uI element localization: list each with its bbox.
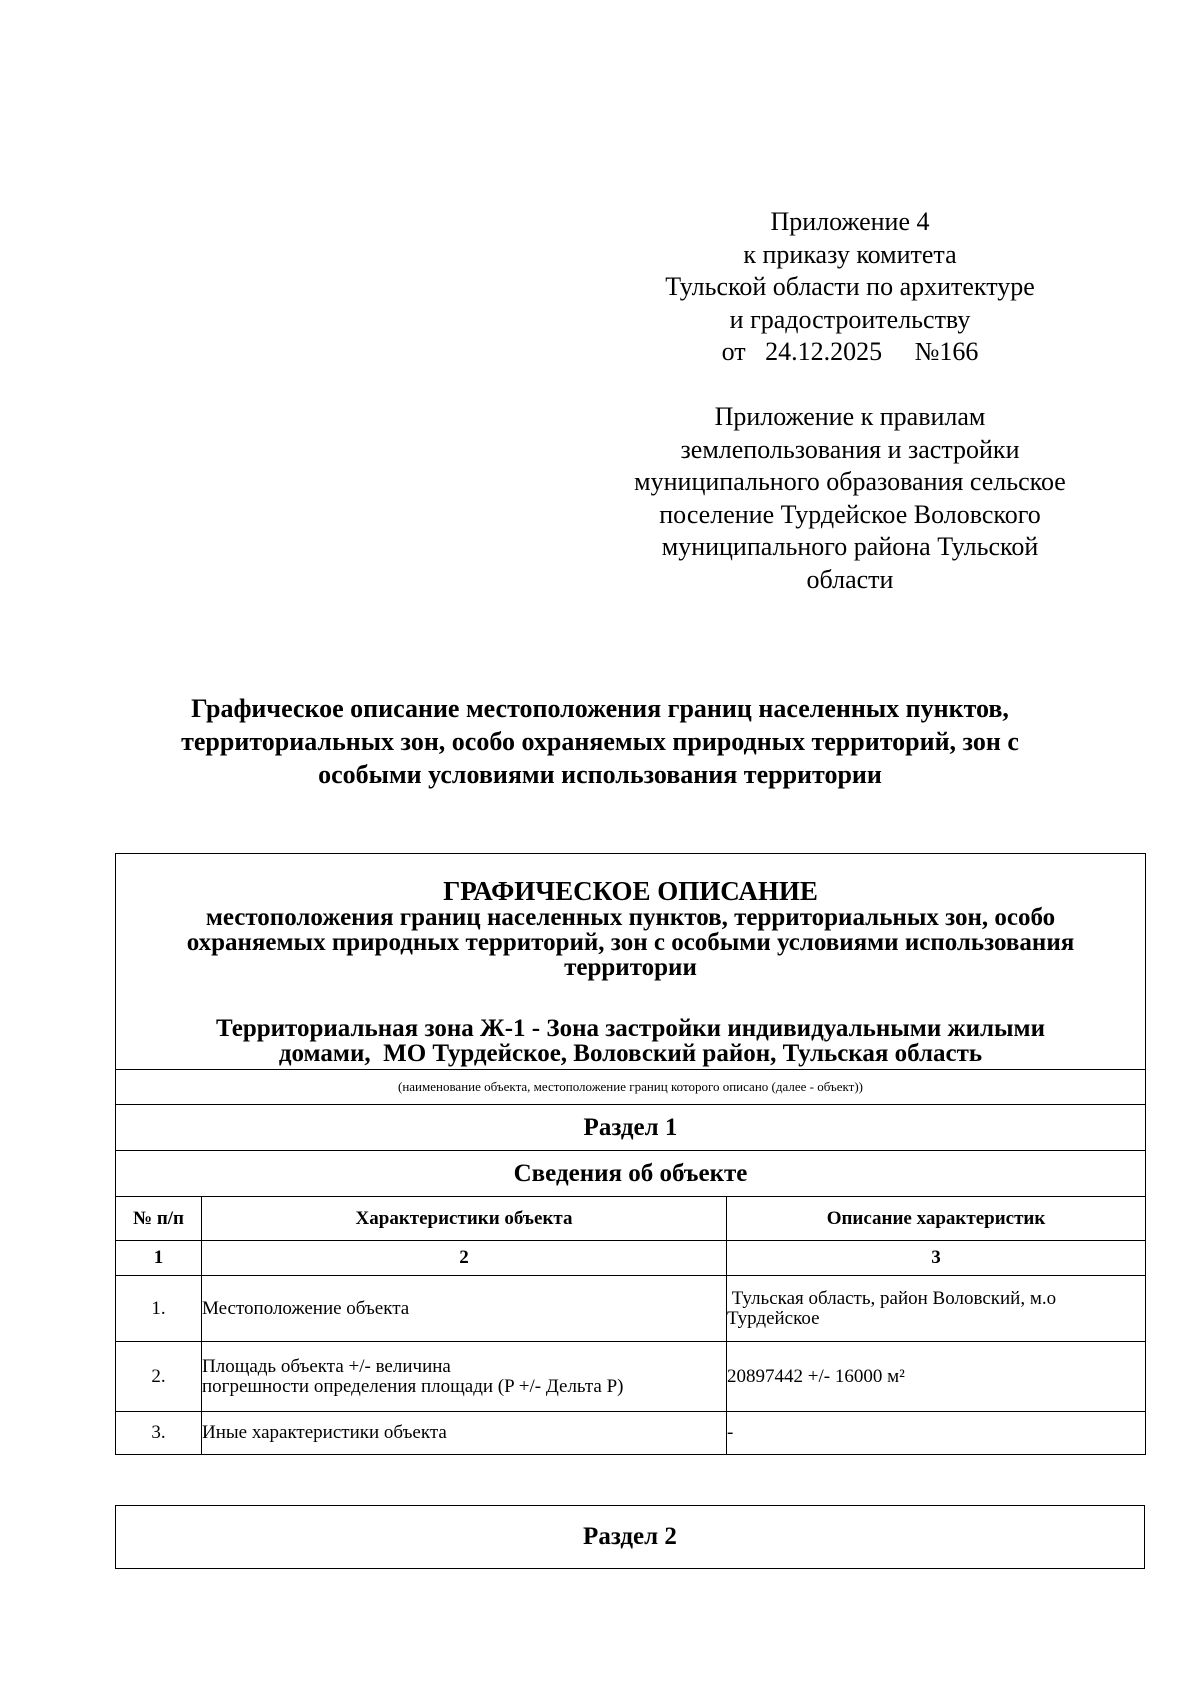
annex-committee-cont: и градостроительству <box>729 304 971 334</box>
row-description <box>727 1412 1146 1455</box>
annex-date: 24.12.2025 <box>765 337 883 366</box>
table-row <box>116 1412 1146 1455</box>
row-description-line: 20897442 +/- 16000 м² <box>727 1365 905 1387</box>
table-row <box>116 1342 1146 1412</box>
table-header-sub-line: местоположения границ населенных пунктов, территориальных зон, особо <box>205 904 1056 931</box>
rules-annex-line: Приложение к правилам <box>714 402 986 431</box>
zone-name-line: домами, МО Турдейское, Воловский район, Тульская область <box>278 1040 983 1067</box>
table-header-cell <box>116 854 1146 1070</box>
table-header-sub-line: охраняемых природных территорий, зон с особыми условиями использования <box>186 929 1075 956</box>
object-info-table <box>115 853 1146 1455</box>
rules-annex-header <box>600 401 1100 596</box>
column-number-1: 1 <box>116 1241 202 1276</box>
column-header-characteristics: Характеристики объекта <box>202 1197 727 1241</box>
row-number: 1. <box>116 1276 202 1342</box>
table-header-title: ГРАФИЧЕСКОЕ ОПИСАНИЕ <box>443 876 818 906</box>
document-title-line: особыми условиями использования территории <box>318 760 882 789</box>
rules-annex-line: муниципального образования сельское <box>634 467 1066 496</box>
row-description <box>727 1276 1146 1342</box>
section1-subtitle: Сведения об объекте <box>116 1151 1146 1197</box>
annex-number: №166 <box>914 337 979 366</box>
row-characteristic-line: погрешности определения площади (P +/- Дельта P) <box>202 1375 624 1397</box>
annex-committee: Тульской области по архитектуре <box>665 272 1035 301</box>
rules-annex-line: области <box>806 564 894 594</box>
column-number-3: 3 <box>727 1241 1146 1276</box>
annex-date-line <box>600 336 1100 369</box>
section2-title: Раздел 2 <box>115 1505 1145 1569</box>
rules-annex-line: землепользования и застройки <box>680 434 1020 464</box>
rules-annex-line: поселение Турдейское Воловского <box>659 499 1041 529</box>
row-description <box>727 1342 1146 1412</box>
row-characteristic-line: Местоположение объекта <box>202 1297 410 1319</box>
row-characteristic-line: Иные характеристики объекта <box>202 1422 447 1443</box>
row-number: 3. <box>116 1412 202 1455</box>
row-characteristic <box>202 1276 727 1342</box>
rules-annex-line: муниципального района Тульской <box>661 532 1039 561</box>
document-title <box>100 692 1100 791</box>
column-number-2: 2 <box>202 1241 727 1276</box>
table-row <box>116 1276 1146 1342</box>
annex-date-prefix: от <box>721 337 746 366</box>
row-characteristic-line: Площадь объекта +/- величина <box>202 1355 451 1377</box>
annex-header <box>600 206 1100 369</box>
row-description-line: Турдейское <box>727 1307 820 1329</box>
document-title-line: территориальных зон, особо охраняемых природных территорий, зон с <box>181 727 1019 756</box>
row-characteristic <box>202 1342 727 1412</box>
annex-to-order: к приказу комитета <box>743 239 957 269</box>
row-characteristic <box>202 1412 727 1455</box>
section1-title: Раздел 1 <box>116 1105 1146 1151</box>
row-description-line: - <box>727 1422 734 1443</box>
document-title-line: Графическое описание местоположения границ населенных пунктов, <box>191 694 1009 723</box>
row-description-line: Тульская область, район Воловский, м.о <box>727 1287 1057 1309</box>
table-header-sub-line: территории <box>564 954 697 981</box>
row-number: 2. <box>116 1342 202 1412</box>
column-header-description: Описание характеристик <box>727 1197 1146 1241</box>
annex-title: Приложение 4 <box>770 207 930 236</box>
zone-name-line: Территориальная зона Ж-1 - Зона застройки индивидуальными жилыми <box>216 1015 1045 1042</box>
column-header-number: № п/п <box>116 1197 202 1241</box>
object-name-note: (наименование объекта, местоположение границ которого описано (далее - объект)) <box>116 1070 1146 1105</box>
